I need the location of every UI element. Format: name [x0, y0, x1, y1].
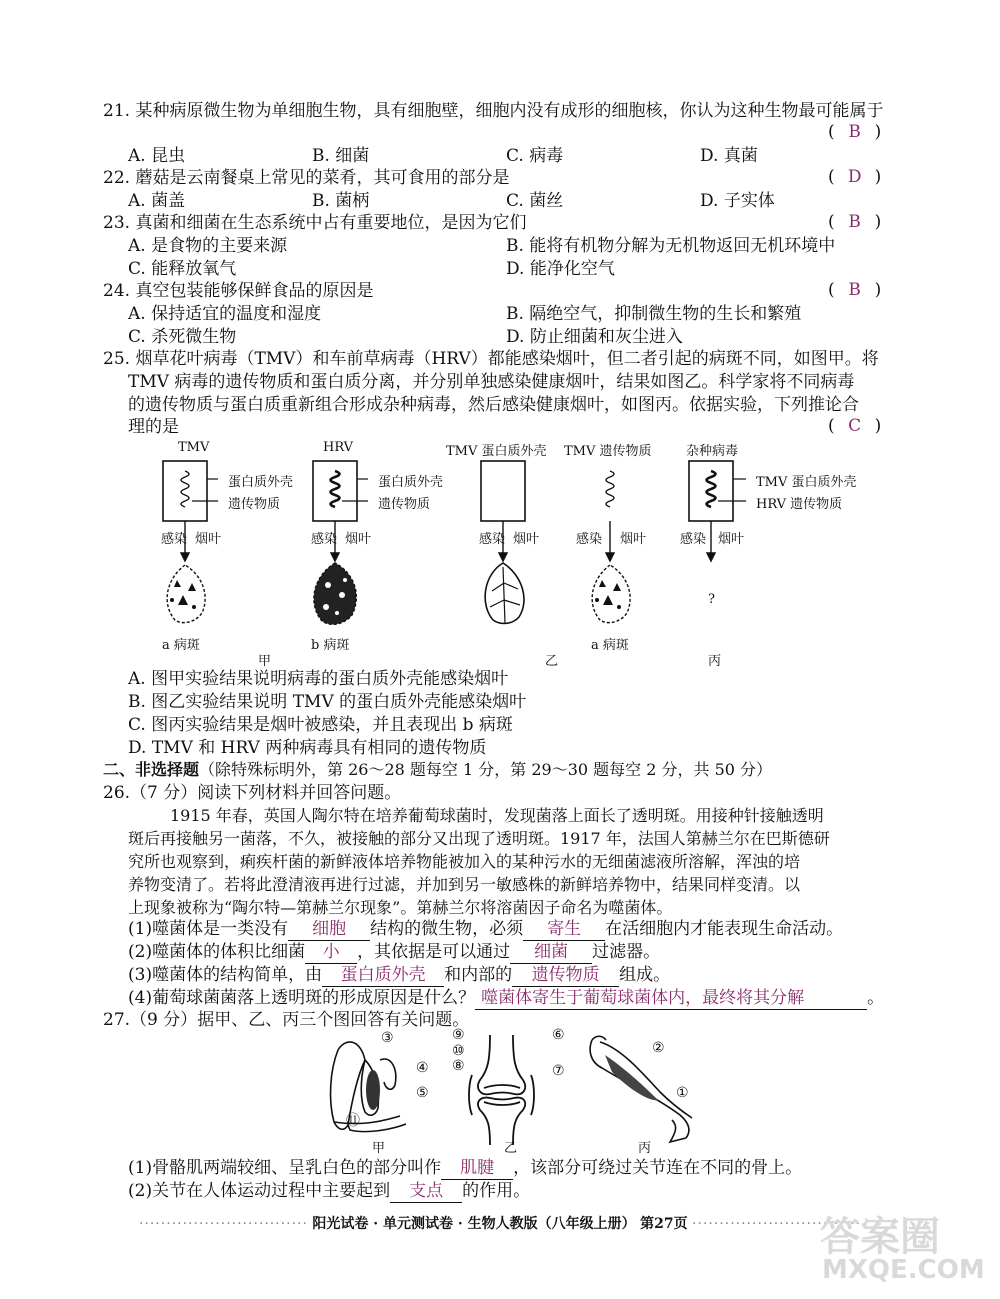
q27-label-11: ⑪ [346, 1113, 360, 1129]
section2-title: 二、非选择题 [103, 760, 200, 779]
q25-option-b: B. 图乙实验结果说明 TMV 的蛋白质外壳能感染烟叶 [128, 692, 527, 712]
q22-option-a: A. 菌盖 [128, 191, 186, 211]
fig-infect-5: 感染 [680, 532, 707, 547]
fig-infect-2: 感染 [311, 532, 338, 547]
q26-sub2 [128, 941, 660, 964]
q27-label-9: ⑨ [452, 1027, 465, 1043]
fig-group-yi: 乙 [545, 654, 559, 669]
q27-label-5: ⑤ [416, 1085, 429, 1101]
q27-sub1 [128, 1157, 802, 1180]
q24-stem: 24. 真空包装能够保鲜食品的原因是 [103, 281, 374, 301]
q27-sub2-text-2: 的作用。 [462, 1181, 531, 1201]
q26-sub3-answer-2: 遗传物质 [512, 964, 619, 987]
q26-passage-line-2: 斑后再接触另一菌落，不久，被接触的部分又出现了透明斑。1917 年，法国人第赫兰尔在巴斯德研 [128, 829, 830, 848]
q21-option-b: B. 细菌 [312, 146, 370, 166]
q21-option-d: D. 真菌 [700, 146, 758, 166]
footer-dots-left: ······························· [138, 1216, 308, 1232]
q23-option-c: C. 能释放氧气 [128, 259, 237, 279]
fig-tmv-gene-title: TMV 遗传物质 [564, 444, 652, 459]
fig-group-bing: 丙 [708, 654, 722, 669]
q26-sub1-answer-1: 细胞 [288, 918, 370, 941]
fig-group-jia: 甲 [258, 654, 272, 669]
q25-stem-line-2: TMV 病毒的遗传物质和蛋白质分离，并分别单独感染健康烟叶，结果如图乙。科学家将不同病毒 [128, 372, 855, 392]
q21-answer: B [848, 122, 861, 142]
fig-tmv-shell-title: TMV 蛋白质外壳 [446, 444, 547, 459]
fig-leaf-3: 烟叶 [513, 532, 540, 547]
section2-heading [103, 759, 772, 781]
watermark-logo: 答案圈 [820, 1214, 940, 1260]
q26-stem: 26.（7 分）阅读下列材料并回答问题。 [103, 783, 402, 803]
fig-tmv-title: TMV [178, 440, 210, 455]
footer-text: 阳光试卷 · 单元测试卷 · 生物人教版（八年级上册） [312, 1216, 636, 1232]
q26-sub3-text-2: 和内部的 [444, 965, 513, 985]
q23-answer: B [848, 212, 861, 232]
q23-option-d: D. 能净化空气 [506, 259, 615, 279]
fig-leaf-2: 烟叶 [345, 532, 372, 547]
q23-answer-paren: ( B ) [828, 212, 882, 232]
q27-label-7: ⑦ [552, 1063, 565, 1079]
fig-tmv-shell-label: TMV 蛋白质外壳 [756, 475, 857, 490]
q26-passage-line-5: 上现象被称为“陶尔特—第赫兰尔现象”。第赫兰尔将溶菌因子命名为噬菌体。 [128, 898, 673, 917]
q27-sub2-text-1: (2)关节在人体运动过程中主要起到 [128, 1181, 391, 1201]
q27-label-jia: 甲 [372, 1141, 386, 1156]
q27-label-1: ① [676, 1085, 689, 1101]
q26-sub2-text-3: 过滤器。 [592, 942, 661, 962]
q24-option-b: B. 隔绝空气，抑制微生物的生长和繁殖 [506, 304, 802, 324]
q27-label-4: ④ [416, 1060, 429, 1076]
q27-sub2 [128, 1180, 530, 1203]
fig-spot-a-1: a 病斑 [162, 638, 200, 653]
q26-sub1-text-3: 在活细胞内才能表现生命活动。 [605, 919, 844, 939]
q21-option-c: C. 病毒 [506, 146, 564, 166]
q24-option-d: D. 防止细菌和灰尘进入 [506, 327, 683, 347]
fig-spot-a-2: a 病斑 [591, 638, 629, 653]
q27-sub1-answer-1: 肌腱 [441, 1157, 513, 1180]
q27-label-yi: 乙 [504, 1141, 518, 1156]
q27-label-6: ⑥ [552, 1027, 565, 1043]
q26-sub2-answer-2: 细菌 [510, 941, 592, 964]
footer-page-number: 第27页 [640, 1216, 688, 1232]
q26-sub2-answer-1: 小 [305, 941, 357, 964]
q25-stem-line-1: 25. 烟草花叶病毒（TMV）和车前草病毒（HRV）都能感染烟叶，但二者引起的病斑不同，如图甲。将 [103, 349, 879, 369]
fig-hybrid-title: 杂种病毒 [686, 444, 739, 459]
q27-sub2-answer-1: 支点 [390, 1180, 462, 1203]
q22-option-c: C. 菌丝 [506, 191, 564, 211]
fig-hrv-gene-label: HRV 遗传物质 [756, 497, 843, 512]
q24-option-a: A. 保持适宜的温度和湿度 [128, 304, 322, 324]
q27-stem: 27.（9 分）据甲、乙、丙三个图回答有关问题。 [103, 1010, 470, 1030]
q23-option-a: A. 是食物的主要来源 [128, 236, 288, 256]
q26-sub4 [128, 987, 884, 1010]
q25-stem-line-4: 理的是 [128, 417, 179, 437]
q22-answer: D [847, 167, 862, 187]
q27-label-8: ⑧ [452, 1058, 465, 1074]
fig-leaf-5: 烟叶 [718, 532, 745, 547]
q25-option-c: C. 图丙实验结果是烟叶被感染，并且表现出 b 病斑 [128, 715, 513, 735]
q25-option-d: D. TMV 和 HRV 两种病毒具有相同的遗传物质 [128, 738, 487, 758]
section2-note: （除特殊标明外，第 26～28 题每空 1 分，第 29～30 题每空 2 分，共 50 分） [199, 760, 773, 779]
fig-leaf-1: 烟叶 [195, 532, 222, 547]
q26-passage-line-4: 养物变清了。若将此澄清液再进行过滤，并加到另一敏感株的新鲜培养物中，结果同样变清。以 [128, 875, 801, 894]
fig-gene-label-2: 遗传物质 [378, 497, 431, 512]
q27-label-3: ③ [381, 1030, 394, 1046]
page-footer [100, 1213, 900, 1233]
q26-sub4-text-1: (4)葡萄球菌菌落上透明斑的形成原因是什么？ [128, 988, 476, 1008]
q27-sub1-text-2: ，该部分可绕过关节连在不同的骨上。 [513, 1158, 803, 1178]
q26-passage-line-3: 究所也观察到，痢疾杆菌的新鲜液体培养物能被加入的某种污水的无细菌滤液所溶解，浑浊的培 [128, 852, 801, 871]
fig-infect-4: 感染 [576, 532, 603, 547]
fig-spot-b: b 病斑 [311, 638, 350, 653]
q26-sub1 [128, 918, 843, 941]
q26-sub3 [128, 964, 670, 987]
q22-answer-paren: ( D ) [828, 167, 882, 187]
footer-dots-right: ······························· [692, 1216, 862, 1232]
q23-option-b: B. 能将有机物分解为无机物返回无机环境中 [506, 236, 836, 256]
q25-answer: C [848, 416, 862, 436]
q25-answer-paren: ( C ) [828, 416, 882, 436]
q27-sub1-text-1: (1)骨骼肌两端较细、呈乳白色的部分叫作 [128, 1158, 442, 1178]
fig-infect-1: 感染 [161, 532, 188, 547]
q26-passage-line-1: 1915 年春，英国人陶尔特在培养葡萄球菌时，发现菌落上面长了透明斑。用接种针接触透明 [170, 806, 824, 825]
q26-sub3-text-3: 组成。 [619, 965, 671, 985]
q27-label-bing: 丙 [638, 1141, 652, 1156]
q26-sub3-text-1: (3)噬菌体的结构简单，由 [128, 965, 323, 985]
fig-infect-3: 感染 [479, 532, 506, 547]
q24-option-c: C. 杀死微生物 [128, 327, 237, 347]
fig-shell-label-2: 蛋白质外壳 [378, 475, 444, 490]
q26-sub1-answer-2: 寄生 [523, 918, 605, 941]
q21-answer-paren: ( B ) [828, 122, 882, 142]
fig-shell-label-1: 蛋白质外壳 [228, 475, 294, 490]
q21-stem: 21. 某种病原微生物为单细胞生物，具有细胞壁，细胞内没有成形的细胞核，你认为这种生物最可能属于 [103, 101, 884, 121]
q26-sub2-text-1: (2)噬菌体的体积比细菌 [128, 942, 306, 962]
fig-leaf-4: 烟叶 [620, 532, 647, 547]
q25-option-a: A. 图甲实验结果说明病毒的蛋白质外壳能感染烟叶 [128, 669, 509, 689]
watermark-url: MXQE.COM [822, 1255, 985, 1285]
q25-stem-line-3: 的遗传物质与蛋白质重新组合形成杂种病毒，然后感染健康烟叶，如图丙。依据实验，下列推论合 [128, 395, 859, 415]
q27-label-10: ⑩ [452, 1043, 465, 1059]
q21-option-a: A. 昆虫 [128, 146, 186, 166]
q26-sub1-text-1: (1)噬菌体是一类没有 [128, 919, 289, 939]
q27-label-2: ② [652, 1040, 665, 1056]
q22-option-d: D. 子实体 [700, 191, 775, 211]
q24-answer-paren: ( B ) [828, 280, 882, 300]
fig-gene-label-1: 遗传物质 [228, 497, 281, 512]
q26-sub4-answer-1: 噬菌体寄生于葡萄球菌体内，最终将其分解 [475, 987, 867, 1010]
q22-option-b: B. 菌柄 [312, 191, 370, 211]
q26-sub1-text-2: 结构的微生物，必须 [370, 919, 524, 939]
fig-unknown: ? [708, 592, 715, 607]
q22-stem: 22. 蘑菇是云南餐桌上常见的菜肴，其可食用的部分是 [103, 168, 510, 188]
q26-sub4-text-2: 。 [867, 988, 885, 1008]
fig-hrv-title: HRV [323, 440, 354, 455]
q26-sub2-text-2: ，其依据是可以通过 [357, 942, 511, 962]
q24-answer: B [848, 280, 861, 300]
q23-stem: 23. 真菌和细菌在生态系统中占有重要地位，是因为它们 [103, 213, 527, 233]
q26-sub3-answer-1: 蛋白质外壳 [322, 964, 444, 987]
